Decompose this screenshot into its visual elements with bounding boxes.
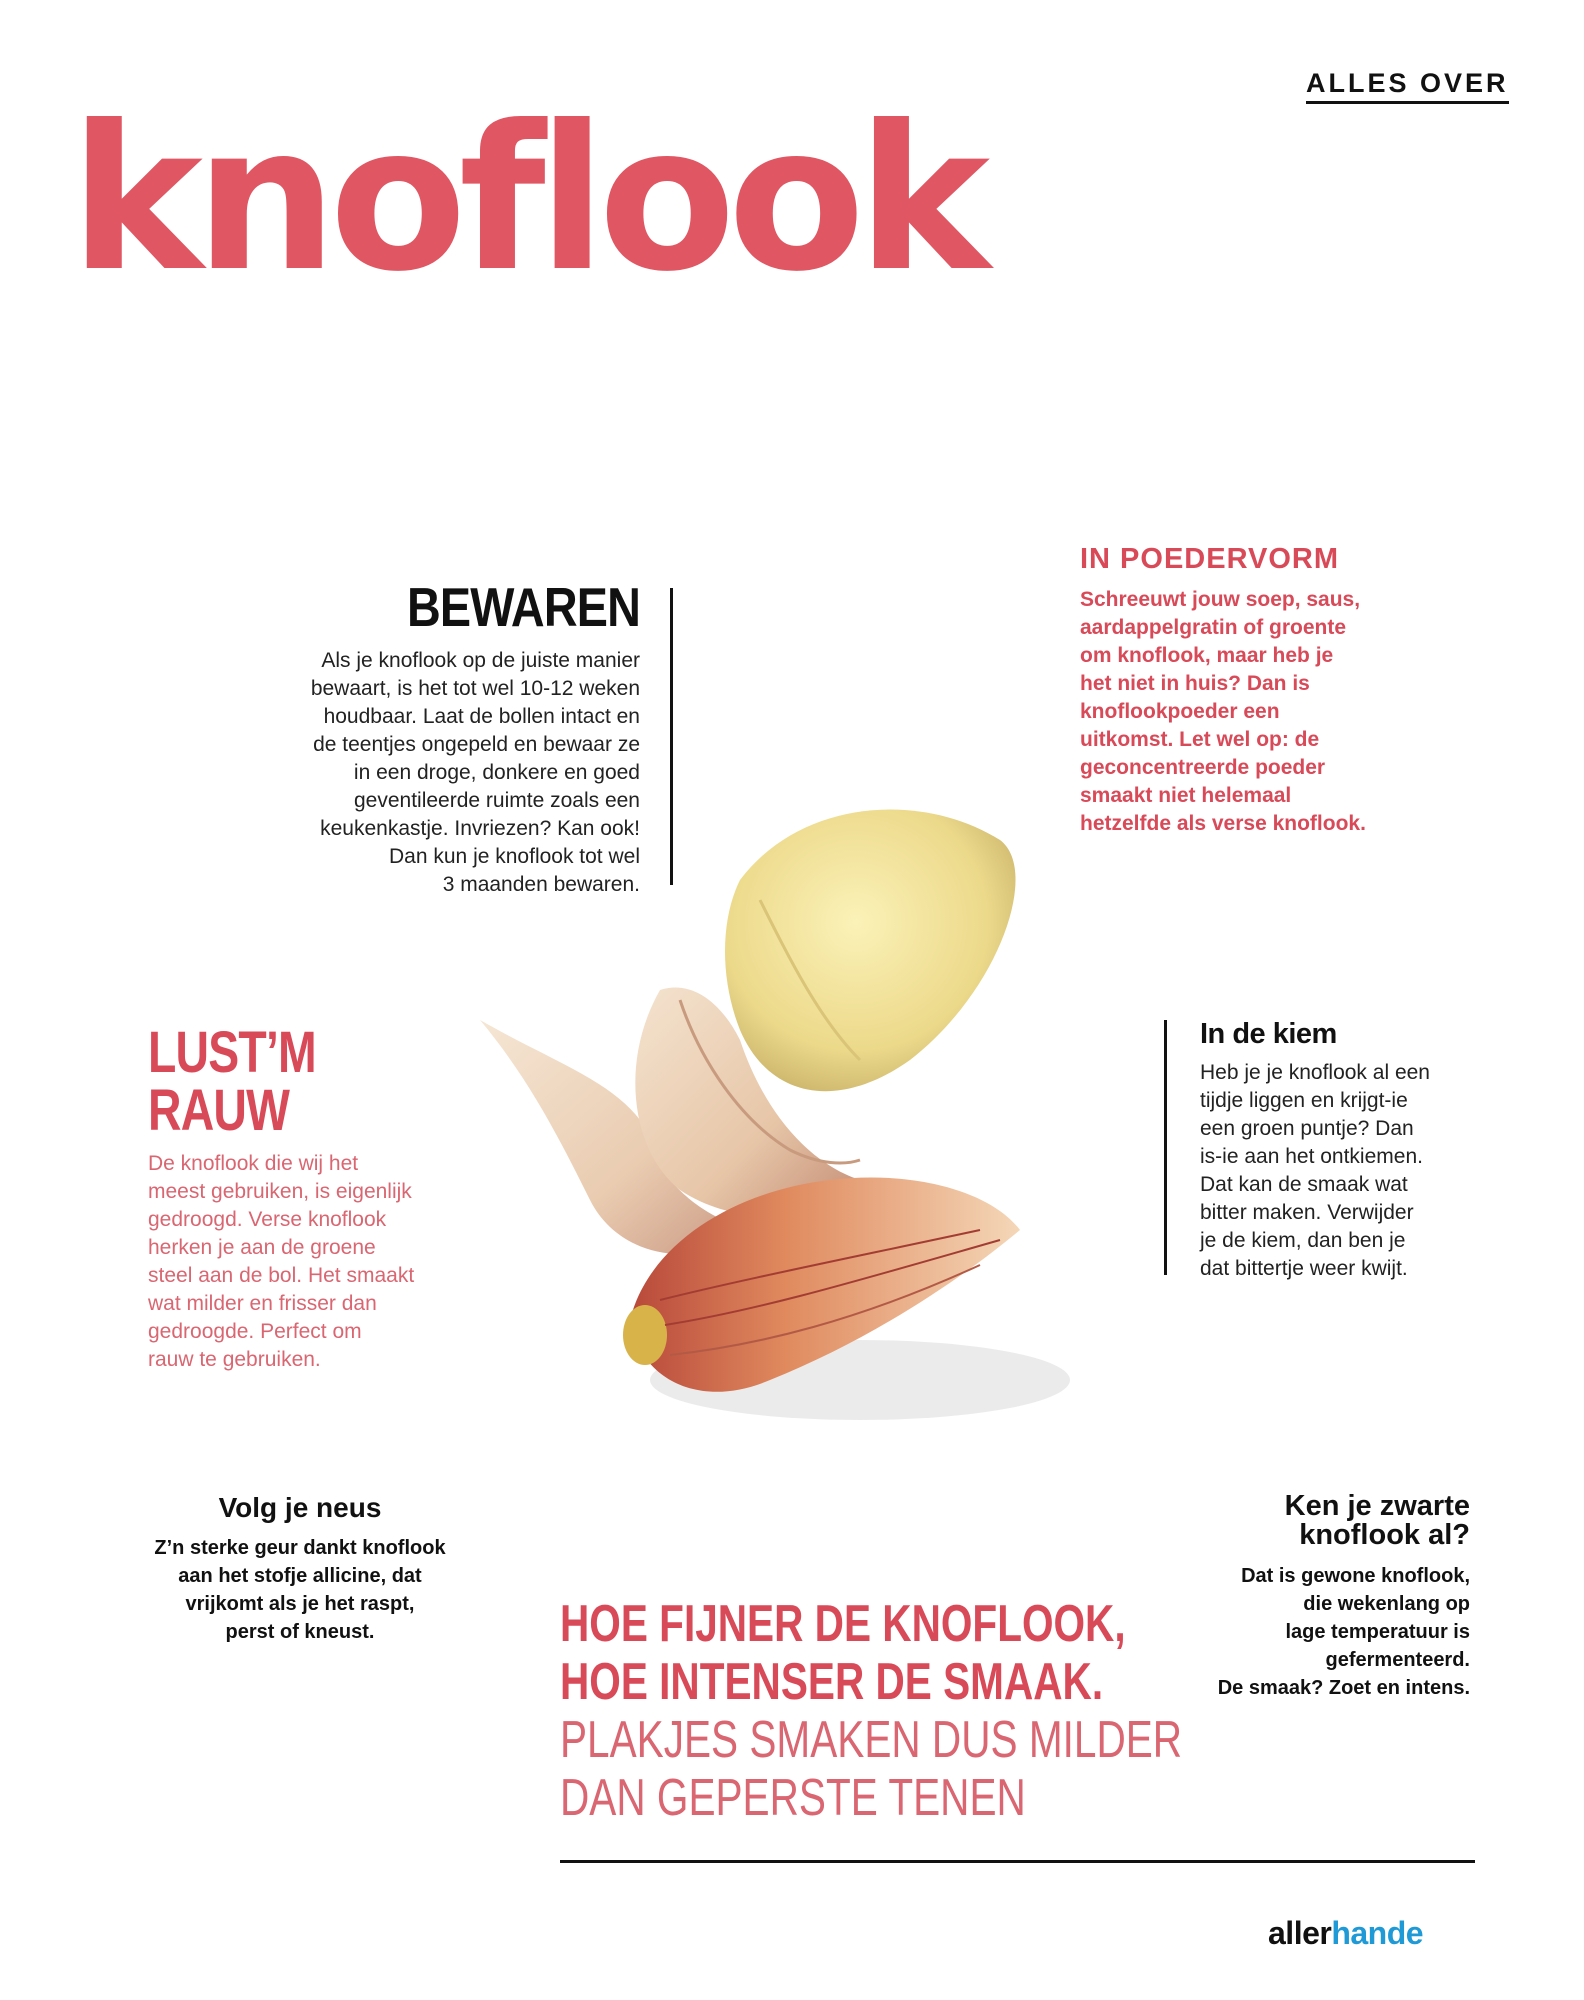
poedervorm-body <box>1080 586 1410 838</box>
zwarte-heading-line: Ken je zwarte <box>1284 1490 1470 1522</box>
quote-strong-line: HOE FIJNER DE KNOFLOOK, <box>560 1595 1126 1653</box>
rauw-body <box>148 1150 448 1374</box>
zwarte-line: lage temperatuur is <box>1285 1621 1470 1643</box>
neus-section <box>130 1492 470 1646</box>
quote-light-line: PLAKJES SMAKEN DUS MILDER <box>560 1711 1183 1769</box>
zwarte-heading-line: knoflook al? <box>1299 1519 1470 1551</box>
poedervorm-line: Schreeuwt jouw soep, saus, <box>1080 588 1361 611</box>
kiem-section <box>1200 1018 1460 1283</box>
kicker-label: ALLES OVER <box>1306 68 1509 104</box>
poedervorm-line: hetzelfde als verse knoflook. <box>1080 812 1366 835</box>
kiem-line: tijdje liggen en krijgt-ie <box>1200 1089 1408 1112</box>
bewaren-line: de teentjes ongepeld en bewaar ze <box>313 733 640 756</box>
kiem-heading: In de kiem <box>1200 1018 1337 1050</box>
rauw-line: wat milder en frisser dan <box>148 1292 377 1315</box>
brand-logo-part1: aller <box>1268 1915 1332 1951</box>
zwarte-knoflook-heading <box>1150 1492 1470 1550</box>
rauw-line: gedroogd. Verse knoflook <box>148 1208 387 1231</box>
rauw-section <box>148 1020 448 1374</box>
brand-logo-part2: hande <box>1331 1915 1424 1951</box>
rauw-line: herken je aan de groene <box>148 1236 376 1259</box>
page-title: knoflook <box>70 83 983 316</box>
poedervorm-line: het niet in huis? Dan is <box>1080 672 1310 695</box>
neus-body <box>130 1534 470 1646</box>
rauw-line: De knoflook die wij het <box>148 1152 359 1175</box>
neus-line: aan het stofje allicine, dat <box>178 1565 422 1587</box>
kiem-line: Heb je je knoflook al een <box>1200 1061 1430 1084</box>
poedervorm-line: knoflookpoeder een <box>1080 700 1280 723</box>
bewaren-line: bewaart, is het tot wel 10-12 weken <box>310 677 640 700</box>
zwarte-knoflook-body <box>1150 1562 1470 1702</box>
zwarte-line: Dat is gewone knoflook, <box>1241 1565 1470 1587</box>
rauw-line: gedroogde. Perfect om <box>148 1320 362 1343</box>
bewaren-line: Als je knoflook op de juiste manier <box>321 649 640 672</box>
zwarte-line: De smaak? Zoet en intens. <box>1217 1677 1470 1699</box>
bewaren-body <box>270 647 640 899</box>
kiem-line: is-ie aan het ontkiemen. <box>1200 1145 1423 1168</box>
kiem-line: Dat kan de smaak wat <box>1200 1173 1408 1196</box>
kiem-line: je de kiem, dan ben je <box>1200 1229 1406 1252</box>
neus-line: perst of kneust. <box>225 1621 375 1643</box>
quote-light-line: DAN GEPERSTE TENEN <box>560 1769 1026 1827</box>
kiem-body <box>1200 1059 1460 1283</box>
poedervorm-line: smaakt niet helemaal <box>1080 784 1292 807</box>
pull-quote <box>560 1595 1183 1827</box>
bewaren-divider <box>670 588 673 885</box>
bewaren-line: keukenkastje. Invriezen? Kan ook! <box>320 817 640 840</box>
poedervorm-line: uitkomst. Let wel op: de <box>1080 728 1320 751</box>
neus-line: Z’n sterke geur dankt knoflook <box>154 1537 446 1559</box>
bewaren-line: 3 maanden bewaren. <box>442 873 640 896</box>
bewaren-heading: BEWAREN <box>406 576 640 638</box>
brand-logo <box>1268 1915 1423 1952</box>
bewaren-line: in een droge, donkere en goed <box>353 761 640 784</box>
zwarte-line: die wekenlang op <box>1303 1593 1470 1615</box>
zwarte-line: gefermenteerd. <box>1325 1649 1470 1671</box>
poedervorm-line: aardappelgratin of groente <box>1080 616 1347 639</box>
kiem-line: bitter maken. Verwijder <box>1200 1201 1414 1224</box>
poedervorm-line: geconcentreerde poeder <box>1080 756 1326 779</box>
poedervorm-line: om knoflook, maar heb je <box>1080 644 1334 667</box>
bewaren-line: Dan kun je knoflook tot wel <box>389 845 640 868</box>
neus-line: vrijkomt als je het raspt, <box>185 1593 415 1615</box>
rauw-line: rauw te gebruiken. <box>148 1348 321 1371</box>
bewaren-line: houdbaar. Laat de bollen intact en <box>323 705 640 728</box>
kiem-line: dat bittertje weer kwijt. <box>1200 1257 1408 1280</box>
footer-divider <box>560 1860 1475 1863</box>
rauw-heading: LUST’M RAUW <box>148 1020 316 1143</box>
bewaren-line: geventileerde ruimte zoals een <box>353 789 640 812</box>
poedervorm-heading: IN POEDERVORM <box>1080 543 1340 575</box>
neus-heading: Volg je neus <box>218 1492 382 1523</box>
kiem-line: een groen puntje? Dan <box>1200 1117 1414 1140</box>
rauw-line: steel aan de bol. Het smaakt <box>148 1264 415 1287</box>
rauw-line: meest gebruiken, is eigenlijk <box>148 1180 412 1203</box>
quote-strong-line: HOE INTENSER DE SMAAK. <box>560 1653 1104 1711</box>
bewaren-section <box>270 576 640 899</box>
zwarte-knoflook-section <box>1150 1492 1470 1702</box>
kiem-divider <box>1164 1020 1167 1275</box>
poedervorm-section <box>1080 543 1410 838</box>
